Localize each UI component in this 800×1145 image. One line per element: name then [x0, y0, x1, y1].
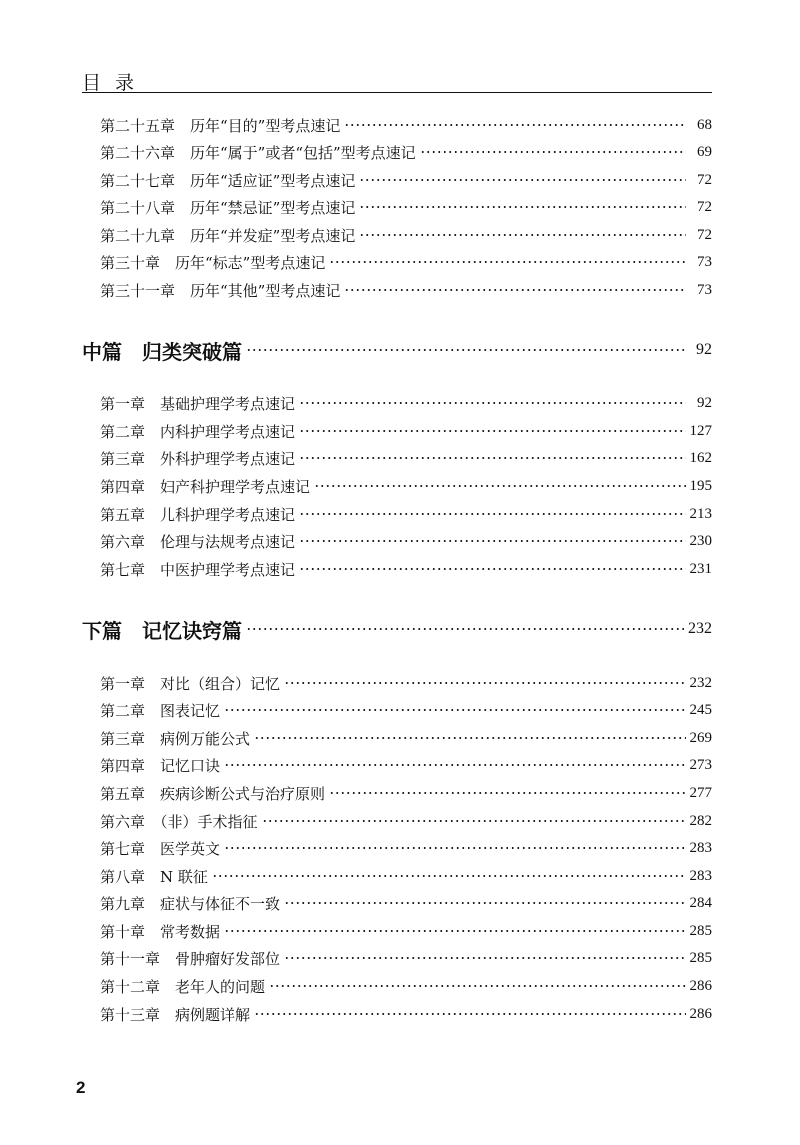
toc-entry-page: 282: [689, 812, 712, 829]
toc-entry[interactable]: [100, 781, 712, 805]
toc-entry[interactable]: [100, 974, 712, 998]
toc-entry[interactable]: [100, 836, 712, 860]
toc-entry-page: 283: [689, 839, 712, 856]
toc-entry-label: 第七章 中医护理学考点速记: [100, 560, 296, 579]
leader-dots: [254, 732, 685, 744]
leader-dots: [284, 952, 685, 964]
toc-entry[interactable]: [100, 168, 712, 192]
leader-dots: [359, 174, 686, 186]
toc-entry-page: 72: [697, 226, 712, 243]
toc-entry-label: 第五章 儿科护理学考点速记: [100, 505, 296, 524]
part-title: 下篇 记忆诀窍篇: [82, 618, 242, 643]
leader-dots: [269, 980, 685, 992]
toc-entry-page: 230: [689, 532, 712, 549]
toc-entry-page: 213: [689, 505, 712, 522]
leader-dots: [224, 842, 685, 854]
toc-entry-page: 285: [689, 949, 712, 966]
toc-entry-page: 72: [697, 171, 712, 188]
part-title: 中篇 归类突破篇: [82, 339, 242, 364]
toc-entry-label: 第二十八章 历年“禁忌证”型考点速记: [100, 198, 356, 217]
leader-dots: [224, 759, 685, 771]
toc-entry[interactable]: [100, 946, 712, 970]
toc-entry-label: 第三十章 历年“标志”型考点速记: [100, 253, 326, 272]
leader-dots: [329, 787, 685, 799]
part-page: 232: [688, 620, 712, 637]
leader-dots: [359, 201, 686, 213]
toc-part-heading[interactable]: [82, 615, 712, 643]
leader-dots: [212, 870, 686, 882]
toc-entry-page: 231: [689, 560, 712, 577]
toc-entry-page: 245: [689, 701, 712, 718]
toc-entry[interactable]: [100, 419, 712, 443]
toc-entry-label: 第四章 记忆口诀: [100, 756, 221, 775]
leader-dots: [224, 704, 685, 716]
leader-dots: [344, 119, 686, 131]
toc-entry-label: 第二章 内科护理学考点速记: [100, 422, 296, 441]
page-header: [82, 68, 712, 93]
toc-entry-label: 第二十七章 历年“适应证”型考点速记: [100, 171, 356, 190]
toc-entry[interactable]: [100, 474, 712, 498]
toc-entry[interactable]: [100, 278, 712, 302]
leader-dots: [344, 284, 686, 296]
toc-entry-page: 162: [689, 449, 712, 466]
leader-dots: [420, 146, 686, 158]
toc-entry-label: 第六章 伦理与法规考点速记: [100, 532, 296, 551]
header-title: 目录: [82, 72, 149, 94]
toc-entry[interactable]: [100, 891, 712, 915]
toc-entry[interactable]: [100, 698, 712, 722]
part-page: 92: [696, 341, 712, 358]
toc-entry-page: 284: [689, 894, 712, 911]
toc-entry[interactable]: [100, 529, 712, 553]
toc-entry[interactable]: [100, 1002, 712, 1026]
toc-entry-label: 第七章 医学英文: [100, 839, 221, 858]
toc-entry-page: 69: [697, 143, 712, 160]
toc-entry-label: 第十二章 老年人的问题: [100, 977, 266, 996]
toc-entry[interactable]: [100, 113, 712, 137]
toc-entry-page: 273: [689, 756, 712, 773]
toc-entry-label: 第一章 基础护理学考点速记: [100, 394, 296, 413]
toc-entry-label: 第二章 图表记忆: [100, 701, 221, 720]
toc-entry-label: 第二十九章 历年“并发症”型考点速记: [100, 226, 356, 245]
toc-entry-page: 286: [689, 1005, 712, 1022]
leader-dots: [299, 425, 685, 437]
toc-entry-label: 第二十五章 历年“目的”型考点速记: [100, 116, 341, 135]
toc-entry[interactable]: [100, 223, 712, 247]
page-number: 2: [76, 1078, 86, 1097]
toc-entry[interactable]: [100, 250, 712, 274]
toc-entry-page: 285: [689, 922, 712, 939]
toc-entry[interactable]: [100, 140, 712, 164]
toc-entry-label: 第十三章 病例题详解: [100, 1005, 251, 1024]
toc-entry-page: 68: [697, 116, 712, 133]
leader-dots: [254, 1008, 685, 1020]
toc-entry-label: 第一章 对比（组合）记忆: [100, 674, 281, 693]
toc-entry[interactable]: [100, 671, 712, 695]
toc-entry-page: 127: [689, 422, 712, 439]
leader-dots: [299, 397, 686, 409]
toc-entry[interactable]: [100, 557, 712, 581]
toc-entry[interactable]: [100, 919, 712, 943]
toc-entry-label: 第十一章 骨肿瘤好发部位: [100, 949, 281, 968]
toc-entry-label: 第九章 症状与体征不一致: [100, 894, 281, 913]
toc-entry-page: 269: [689, 729, 712, 746]
toc-entry-label: 第四章 妇产科护理学考点速记: [100, 477, 311, 496]
leader-dots: [299, 535, 685, 547]
leader-dots: [284, 897, 685, 909]
toc-entry-label: 第二十六章 历年“属于”或者“包括”型考点速记: [100, 143, 416, 162]
toc-entry-label: 第六章 （非）手术指征: [100, 812, 258, 831]
toc-entry-page: 286: [689, 977, 712, 994]
toc-entry-page: 73: [697, 253, 712, 270]
toc-entry-label: 第三十一章 历年“其他”型考点速记: [100, 281, 341, 300]
leader-dots: [246, 623, 684, 635]
leader-dots: [329, 256, 686, 268]
toc-entry-label: 第三章 病例万能公式: [100, 729, 251, 748]
toc-entry-page: 195: [689, 477, 712, 494]
toc-part-heading[interactable]: [82, 336, 712, 364]
toc-entry-label: 第八章 N 联征: [100, 867, 208, 886]
toc-entry-page: 283: [689, 867, 712, 884]
toc-entry[interactable]: [100, 809, 712, 833]
toc-entry[interactable]: [100, 446, 712, 470]
toc-entry-page: 232: [689, 674, 712, 691]
toc-entry[interactable]: [100, 753, 712, 777]
leader-dots: [299, 563, 685, 575]
leader-dots: [359, 229, 686, 241]
leader-dots: [224, 925, 685, 937]
toc-entry[interactable]: [100, 502, 712, 526]
leader-dots: [299, 452, 685, 464]
leader-dots: [314, 480, 685, 492]
toc-entry-page: 92: [697, 394, 712, 411]
toc-entry-page: 72: [697, 198, 712, 215]
toc-entry[interactable]: [100, 391, 712, 415]
toc-entry-page: 277: [689, 784, 712, 801]
leader-dots: [299, 508, 685, 520]
toc-entry-label: 第五章 疾病诊断公式与治疗原则: [100, 784, 326, 803]
toc-entry-page: 73: [697, 281, 712, 298]
toc-entry[interactable]: [100, 726, 712, 750]
toc-entry[interactable]: [100, 864, 712, 888]
leader-dots: [246, 344, 686, 356]
leader-dots: [284, 677, 685, 689]
toc-entry-label: 第十章 常考数据: [100, 922, 221, 941]
leader-dots: [262, 815, 686, 827]
toc-entry[interactable]: [100, 195, 712, 219]
toc-entry-label: 第三章 外科护理学考点速记: [100, 449, 296, 468]
